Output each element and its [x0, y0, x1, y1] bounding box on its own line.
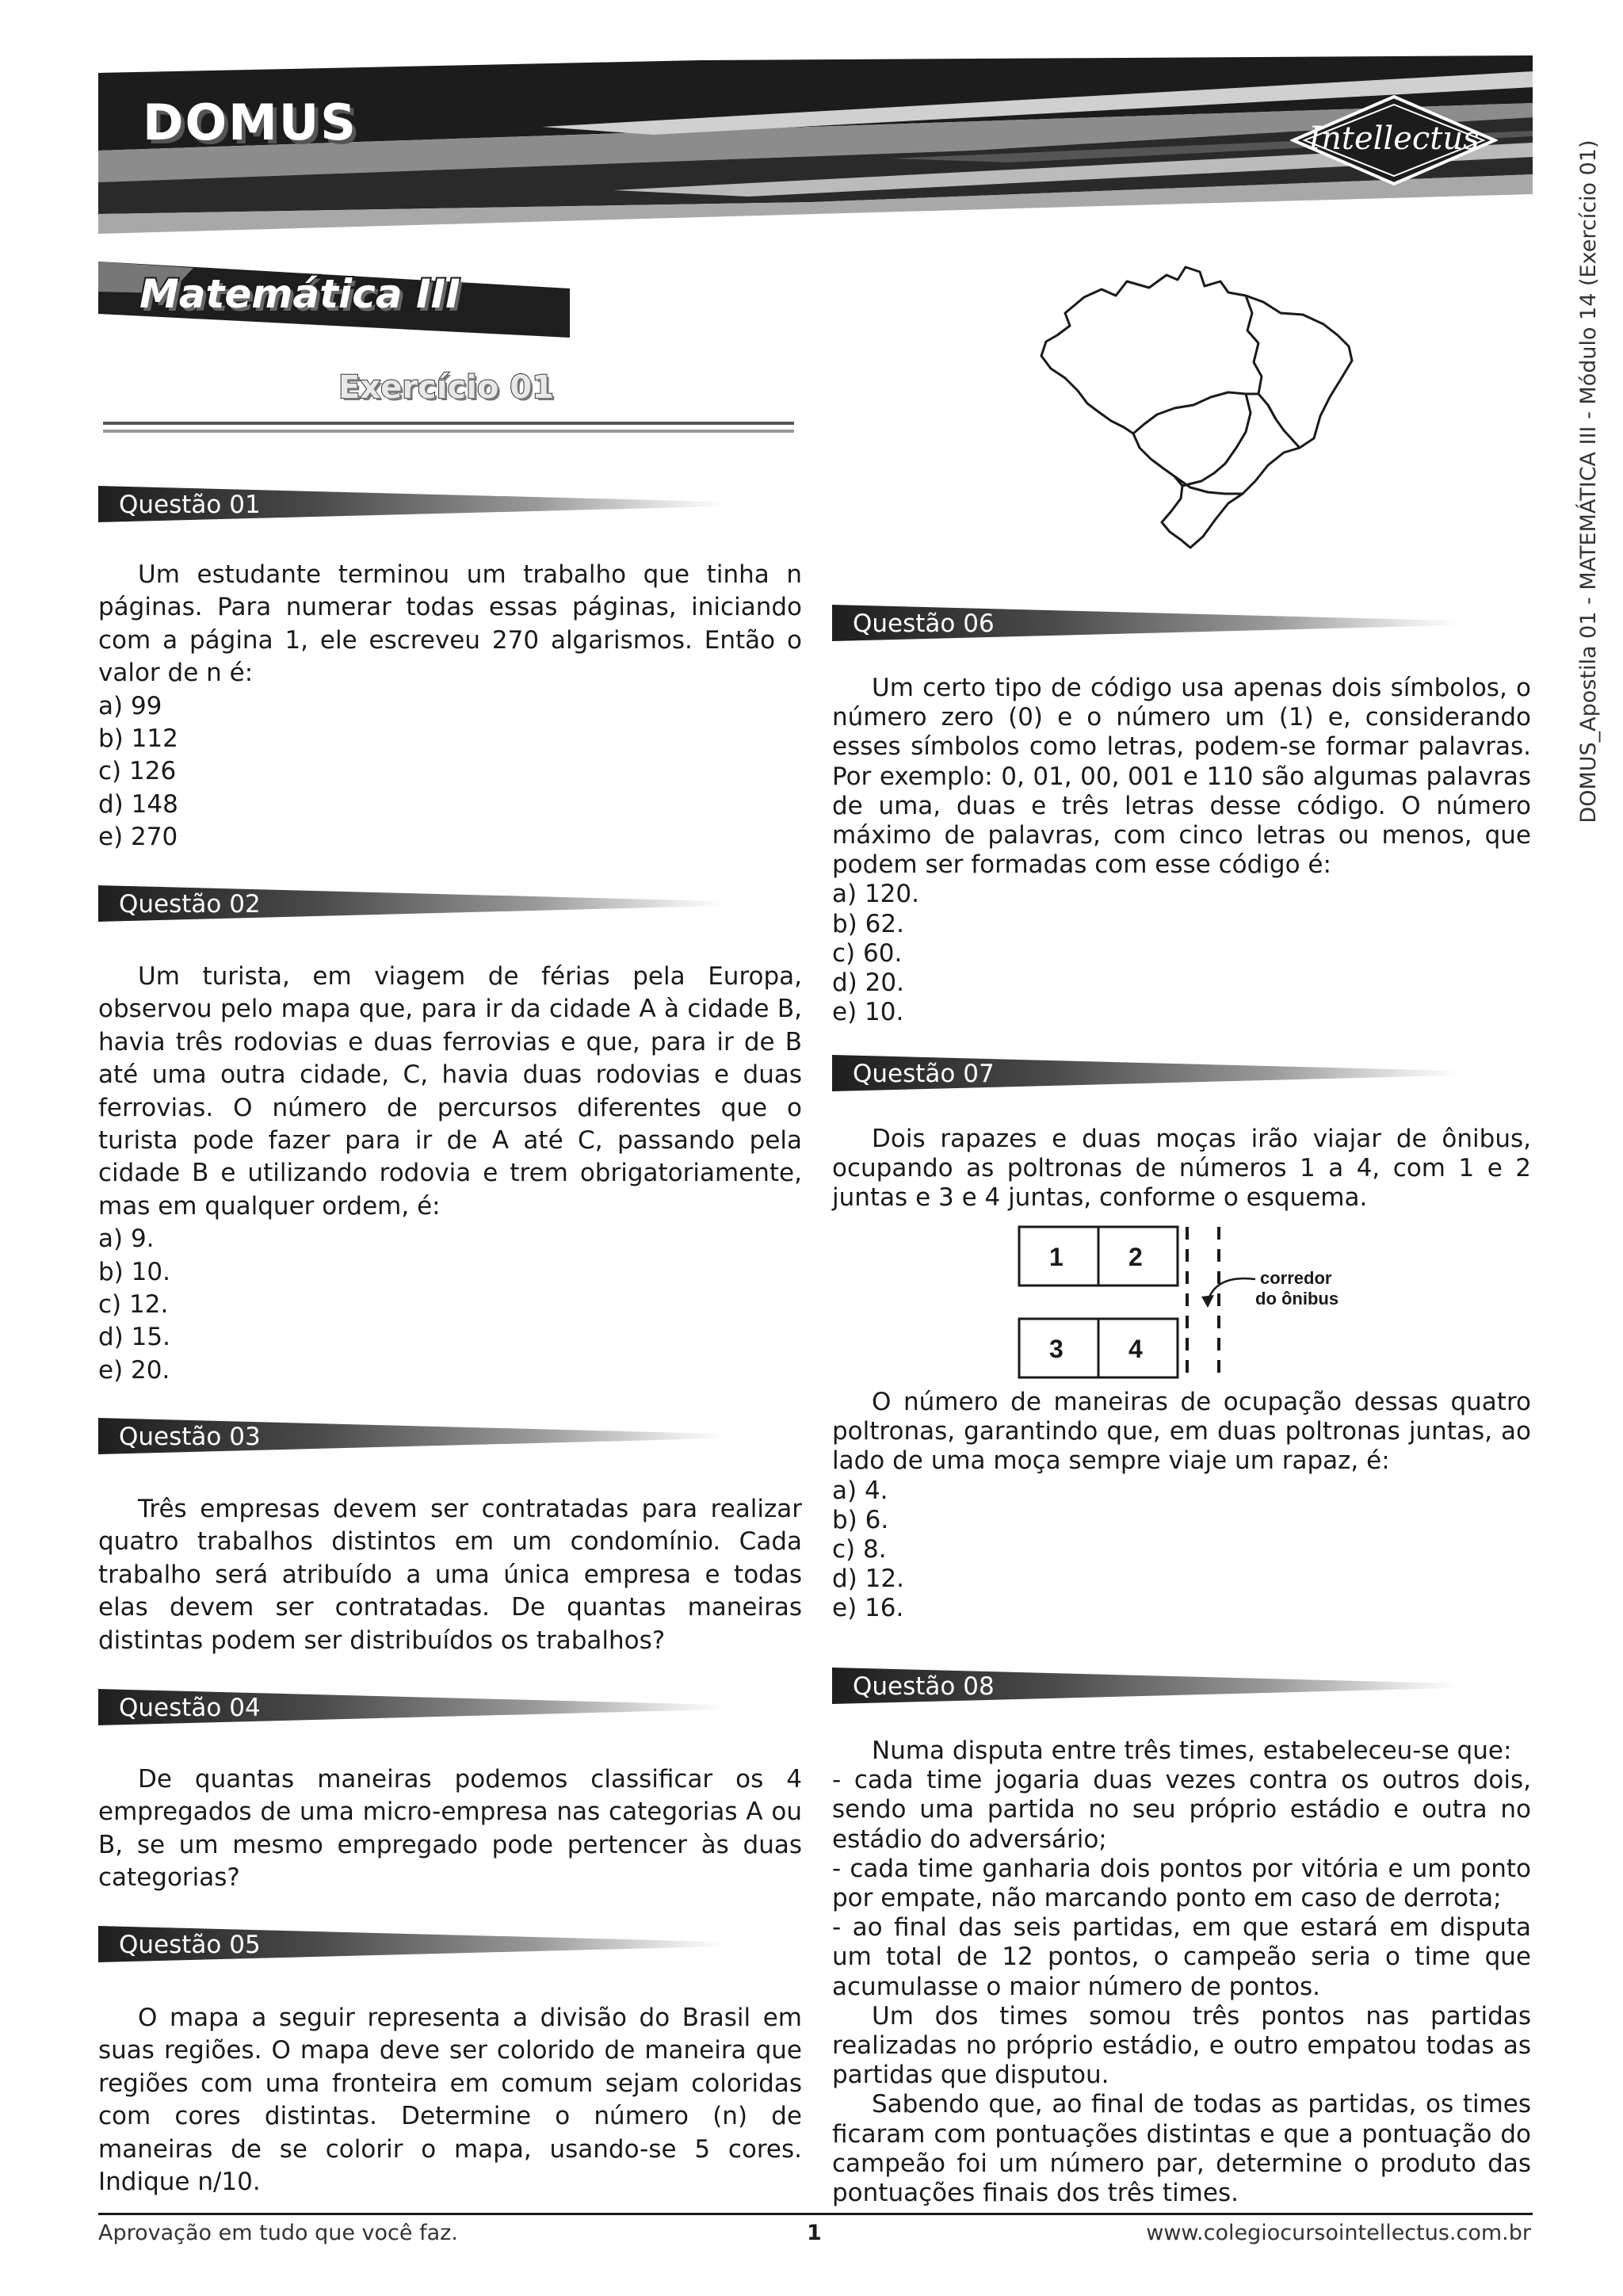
question-label: Questão 07 — [853, 1060, 995, 1088]
question-text: Dois rapazes e duas moças irão viajar de ônibus, ocupando as poltronas de números 1 a 4, com 1 e 2 juntas e 3 e 4 juntas, conforme o esquema. — [832, 1125, 1531, 1213]
answer-option: d) 15. — [98, 1323, 170, 1352]
question-03-body — [98, 1493, 802, 1657]
question-label: Questão 05 — [119, 1931, 261, 1959]
subject-title: Matemática III — [139, 271, 460, 317]
question-text: Um certo tipo de código usa apenas dois símbolos, o número zero (0) e o número um (1) e, considerando esses símbolos como letras, podem-se formar palavras. Por exemplo: 0, 01, 00, 001 e 110 são algumas palavras de uma, duas e três letras desse código. O número máximo de palavras, com cinco letras ou menos, que podem ser formadas com esse código é: — [832, 674, 1531, 880]
rule-item: - cada time ganharia dois pontos por vitória e um ponto por empate, não marcando ponto em caso de derrota; — [832, 1854, 1531, 1913]
answer-option: b) 62. — [832, 909, 904, 938]
answer-option: c) 8. — [832, 1535, 887, 1564]
question-07-continuation — [832, 1388, 1531, 1624]
question-05-body — [98, 2002, 802, 2199]
question-label: Questão 02 — [119, 890, 261, 919]
exercise-title: Exercício 01 — [338, 369, 554, 406]
seat-number: 2 — [1128, 1243, 1143, 1271]
question-header — [98, 1418, 726, 1454]
answer-option: a) 4. — [832, 1476, 888, 1505]
domus-logo: DOMUS — [143, 94, 357, 151]
question-text: Numa disputa entre três times, estabeleceu-se que: — [872, 1736, 1512, 1765]
question-text: Um estudante terminou um trabalho que tinha n páginas. Para numerar todas essas páginas, iniciando com a página 1, ele escreveu 270 algarismos. Então o valor de n é: — [98, 560, 802, 688]
rule-item: - ao final das seis partidas, em que estará em disputa um total de 12 pontos, o campeão seria o time que acumulasse o maior número de pontos. — [832, 1913, 1531, 2001]
title-rule — [103, 422, 794, 425]
rule-item: - cada time jogaria duas vezes contra os outros dois, sendo uma partida no seu próprio estádio e outra no estádio do adversário; — [832, 1766, 1531, 1854]
question-text: Um dos times somou três pontos nas partidas realizadas no próprio estádio, e outro empatou todas as partidas que disputou. — [832, 2001, 1531, 2090]
question-label: Questão 04 — [119, 1694, 261, 1722]
answer-option: b) 6. — [832, 1505, 889, 1534]
question-06-body — [832, 674, 1531, 1027]
answer-option: e) 10. — [832, 998, 904, 1027]
answer-option: c) 12. — [98, 1290, 169, 1320]
answer-option: a) 9. — [98, 1224, 155, 1254]
answer-option: e) 16. — [832, 1594, 904, 1623]
answer-option: c) 60. — [832, 938, 903, 968]
question-04-body — [98, 1763, 802, 1895]
question-text: De quantas maneiras podemos classificar os 4 empregados de uma micro-empresa nas categorias A ou B, se um mesmo empregado pode pertencer às duas categorias? — [98, 1765, 802, 1893]
answer-option: d) 20. — [832, 968, 904, 998]
seat-number: 4 — [1128, 1335, 1143, 1363]
bus-seating-diagram — [1018, 1225, 1350, 1381]
footer-rule — [98, 2213, 1533, 2215]
question-08-body — [832, 1736, 1531, 2208]
question-header — [832, 1668, 1460, 1704]
question-01-body — [98, 559, 802, 854]
brazil-regions-map — [1038, 258, 1379, 559]
question-label: Questão 01 — [119, 491, 261, 519]
question-text: Sabendo que, ao final de todas as partidas, os times ficaram com pontuações distintas e que a pontuação do campeão foi um número par, determine o produto das pontuações finais dos três times. — [832, 2090, 1531, 2208]
seat-number: 1 — [1049, 1243, 1064, 1271]
question-label: Questão 03 — [119, 1423, 261, 1451]
answer-option: d) 148 — [98, 789, 178, 819]
corridor-label: corredor — [1260, 1268, 1332, 1288]
answer-option: a) 120. — [832, 880, 919, 909]
question-header — [98, 1689, 726, 1725]
question-07-body — [832, 1125, 1531, 1213]
answer-option: c) 126 — [98, 757, 177, 786]
footer-slogan: Aprovação em tudo que você faz. — [98, 2221, 458, 2245]
answer-option: a) 99 — [98, 691, 162, 720]
answer-option: b) 112 — [98, 724, 178, 754]
question-header — [98, 885, 726, 922]
question-header — [832, 605, 1460, 641]
seat-number: 3 — [1049, 1335, 1064, 1363]
answer-option: b) 10. — [98, 1257, 170, 1286]
answer-option: d) 12. — [832, 1564, 904, 1594]
question-header — [98, 1926, 726, 1962]
question-header — [98, 486, 726, 522]
answer-option: e) 270 — [98, 823, 178, 852]
corridor-label: do ônibus — [1255, 1289, 1339, 1308]
question-label: Questão 06 — [853, 609, 995, 638]
intellectus-logo-text: Intellectus — [1308, 120, 1480, 157]
question-header — [832, 1055, 1460, 1091]
question-text: O número de maneiras de ocupação dessas quatro poltronas, garantindo que, em duas poltronas juntas, ao lado de uma moça sempre viaje um rapaz, é: — [832, 1388, 1531, 1476]
answer-option: e) 20. — [98, 1355, 170, 1385]
page-number: 1 — [807, 2221, 822, 2245]
question-text: Três empresas devem ser contratadas para realizar quatro trabalhos distintos em um condomínio. Cada trabalho será atribuído a uma única empresa e todas elas devem ser contratadas. De quantas maneiras distintas podem ser distribuídos os trabalhos? — [98, 1495, 802, 1655]
question-text: Um turista, em viagem de férias pela Europa, observou pelo mapa que, para ir da cidade A à cidade B, havia três rodovias e duas ferrovias e que, para ir de B até uma outra cidade, C, havia duas rodovias e duas ferrovias. O número de percursos diferentes que o turista pode fazer para ir de A até C, passando pela cidade B e utilizando rodovia e trem obrigatoriamente, mas em qualquer ordem, é: — [98, 962, 802, 1221]
question-label: Questão 08 — [853, 1672, 995, 1701]
question-text: O mapa a seguir representa a divisão do Brasil em suas regiões. O mapa deve ser colorido de maneira que regiões com uma fronteira em comum sejam coloridas com cores distintas. Determine o número (n) de maneiras de se colorir o mapa, usando-se 5 cores. Indique n/10. — [98, 2004, 802, 2197]
side-label: DOMUS_Apostila 01 - MATEMÁTICA III - Módulo 14 (Exercício 01) — [1576, 139, 1601, 823]
footer-url: www.colegiocursointellectus.com.br — [1146, 2221, 1531, 2245]
intellectus-logo — [1290, 94, 1498, 187]
title-rule-secondary — [103, 430, 794, 433]
question-02-body — [98, 961, 802, 1387]
